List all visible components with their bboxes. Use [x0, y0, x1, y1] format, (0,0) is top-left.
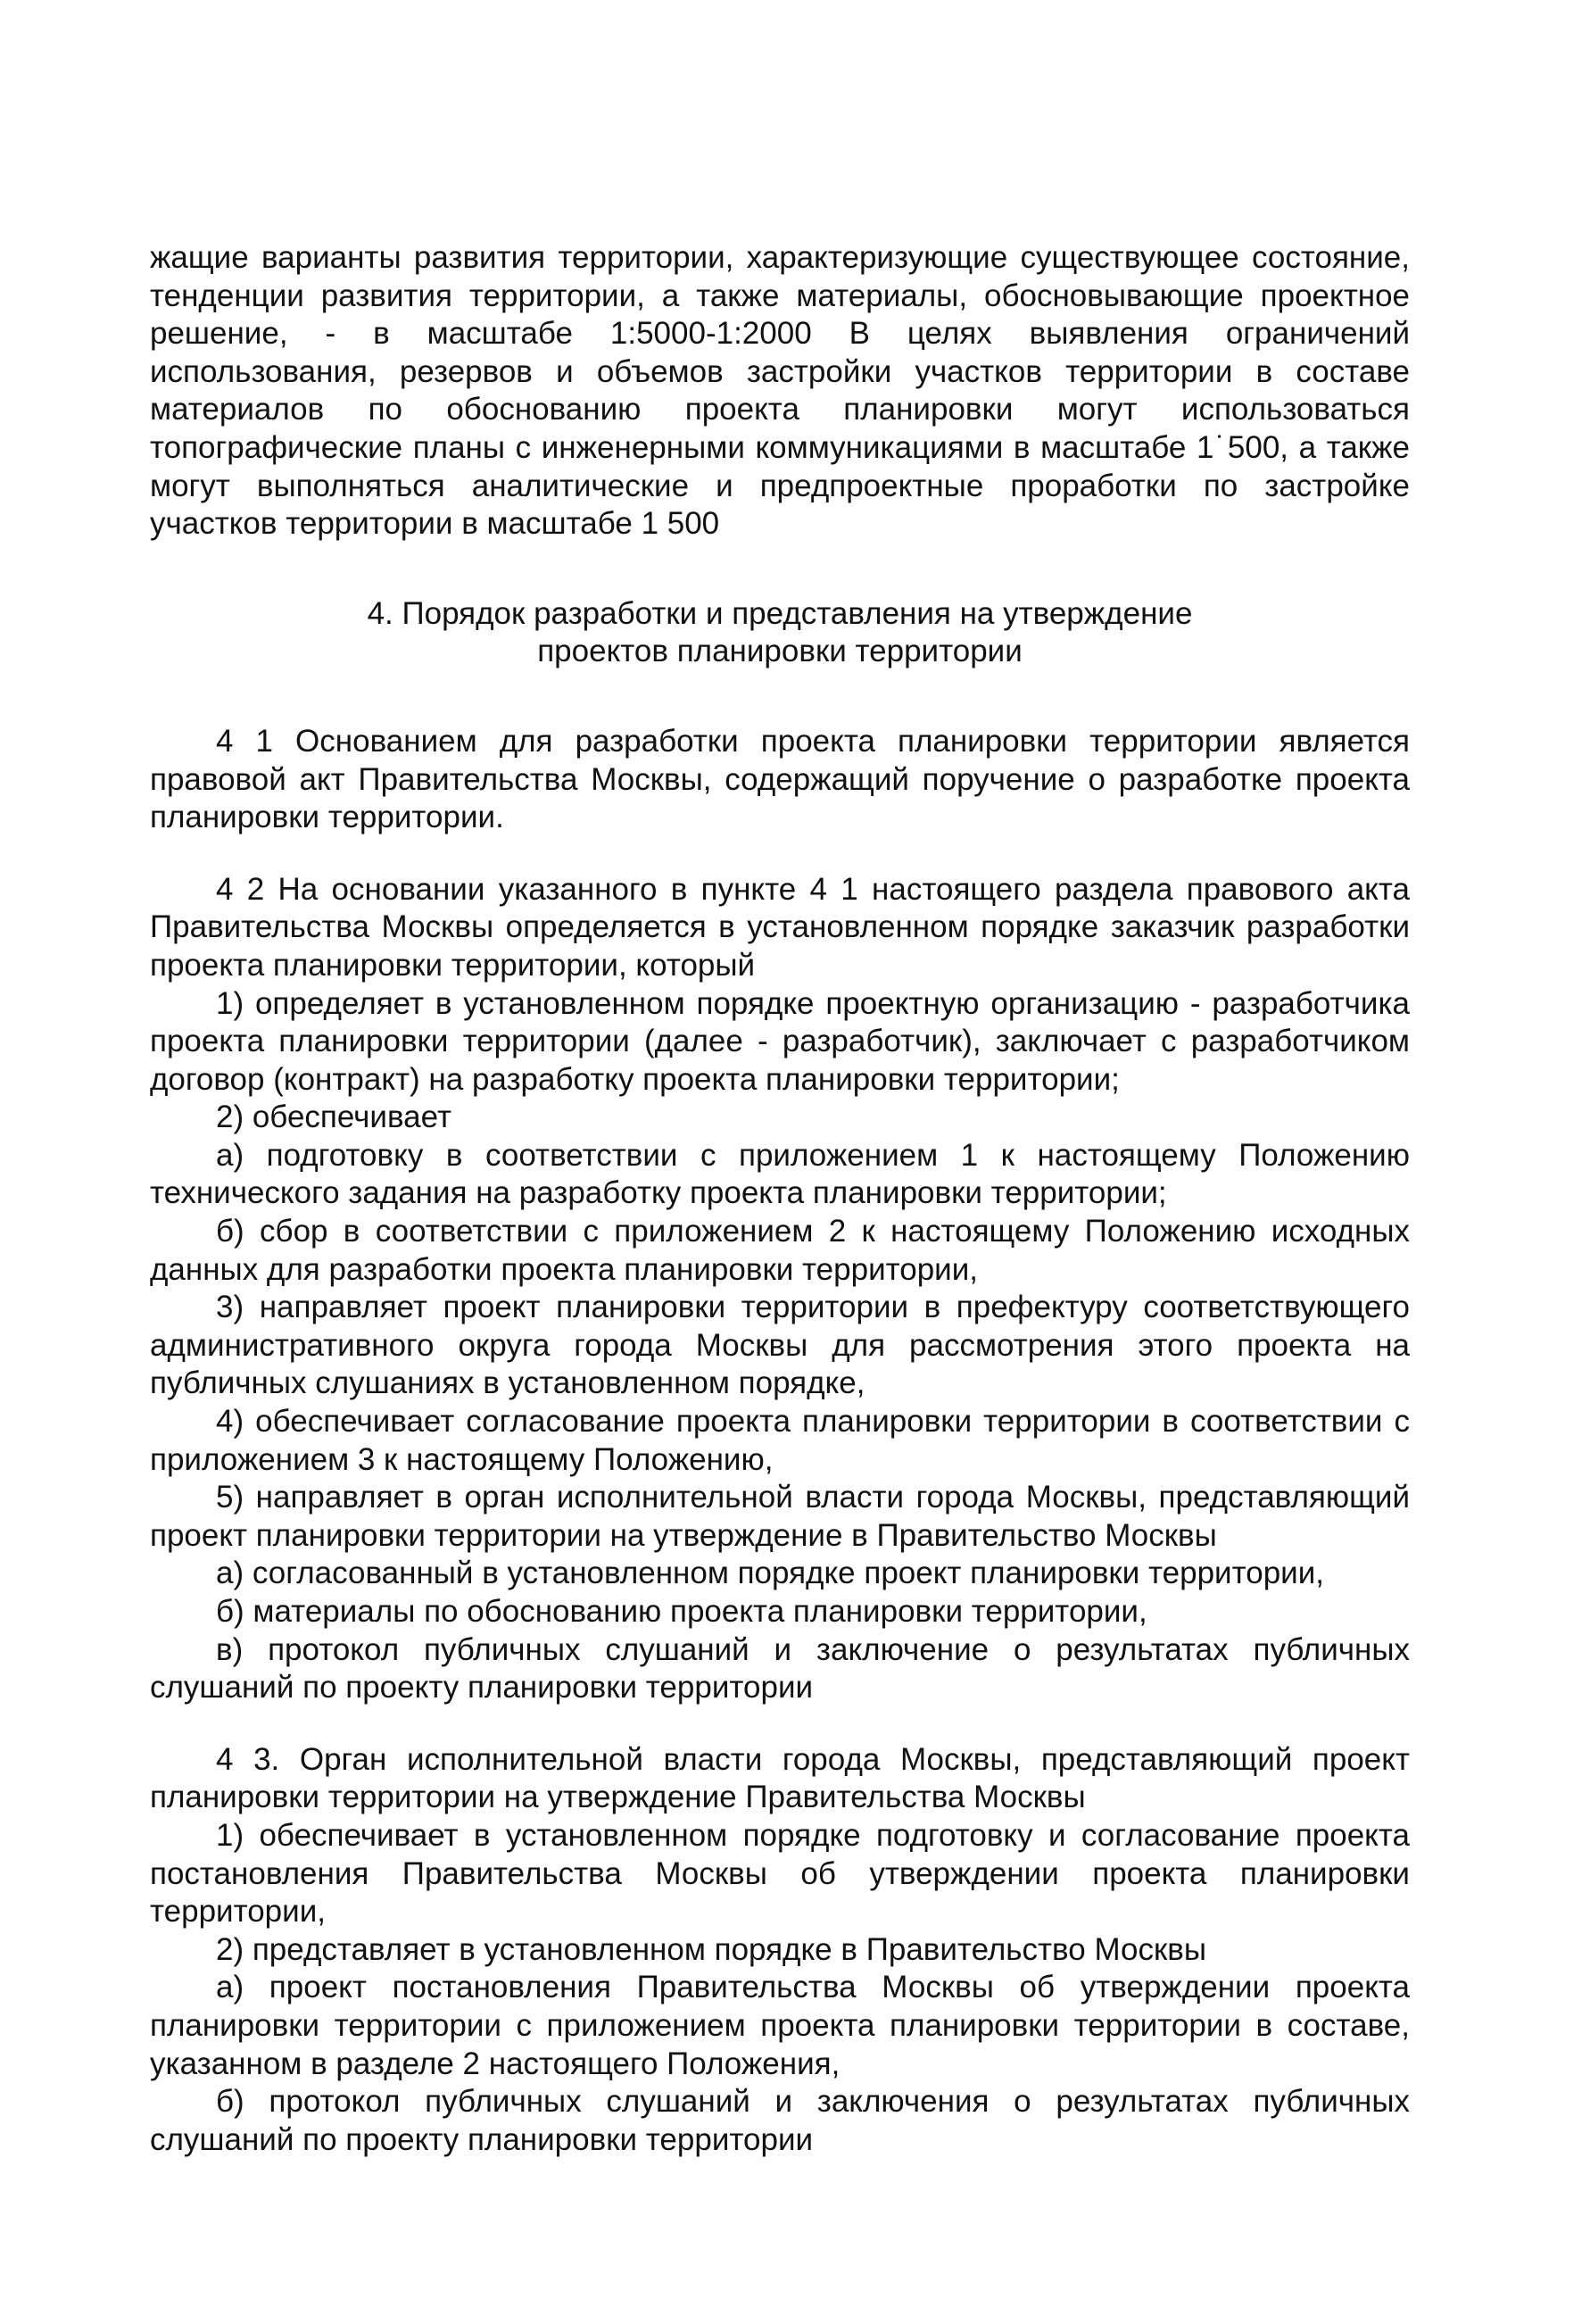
- item-4-2-1: 1) определяет в установленном порядке проектную организацию - разработчика проекта планировки территории (далее - разработчик), заключает с разработчиком договор (контракт) на разработку проекта планировки территории;: [150, 985, 1410, 1097]
- paragraph-4-2: 4 2 На основании указанного в пункте 4 1 настоящего раздела правового акта Правительства Москвы определяется в установленном порядке заказчик разработки проекта планировки территории, который: [150, 871, 1410, 983]
- item-4-2-5: 5) направляет в орган исполнительной власти города Москвы, представляющий проект планировки территории на утверждение в Правительство Москвы: [150, 1480, 1410, 1553]
- section-heading: [150, 595, 1410, 671]
- section-heading-line-2: проектов планировки территории: [537, 634, 1023, 669]
- paragraph-4-1: 4 1 Основанием для разработки проекта планировки территории является правовой акт Правительства Москвы, содержащий поручение о разработке проекта планировки территории.: [150, 723, 1410, 835]
- item-4-3-1: 1) обеспечивает в установленном порядке подготовку и согласование проекта постановления Правительства Москвы об утверждении проекта планировки территории,: [150, 1817, 1410, 1930]
- item-4-3-2: 2) представляет в установленном порядке в Правительство Москвы: [216, 1931, 1207, 1967]
- item-4-2-2-a: а) подготовку в соответствии с приложением 1 к настоящему Положению технического задания на разработку проекта планировки территории;: [150, 1137, 1410, 1211]
- item-4-3-2-b: б) протокол публичных слушаний и заключения о результатах публичных слушаний по проекту планировки территории: [150, 2084, 1410, 2157]
- item-4-2-5-b: б) материалы по обоснованию проекта планировки территории,: [216, 1594, 1147, 1629]
- item-4-3-2-a: а) проект постановления Правительства Москвы об утверждении проекта планировки территории с приложением проекта планировки территории в составе, указанном в разделе 2 настоящего Положения,: [150, 1970, 1410, 2081]
- section-heading-line-1: 4. Порядок разработки и представления на утверждение: [367, 595, 1193, 631]
- item-4-2-2-b: б) сбор в соответствии с приложением 2 к настоящему Положению исходных данных для разработки проекта планировки территории,: [150, 1214, 1410, 1287]
- item-4-2-2: 2) обеспечивает: [216, 1100, 451, 1135]
- paragraph-4-3: 4 3. Орган исполнительной власти города Москвы, представляющий проект планировки территории на утверждение Правительства Москвы: [150, 1741, 1410, 1815]
- item-4-2-5-c: в) протокол публичных слушаний и заключение о результатах публичных слушаний по проекту планировки территории: [150, 1631, 1410, 1706]
- intro-paragraph: жащие варианты развития территории, характеризующие существующее состояние, тенденции развития территории, а также материалы, обосновывающие проектное решение, - в масштабе 1:5000-1:2000 В целях выявления ограничений использования, резервов и объемов застройки участков территории в составе материалов по обоснованию проекта планировки могут использоваться топографические планы с инженерными коммуникациями в масштабе 1˙500, а также могут выполняться аналитические и предпроектные проработки по застройке участков территории в масштабе 1 500: [150, 240, 1410, 542]
- item-4-2-3: 3) направляет проект планировки территории в префектуру соответствующего административного округа города Москвы для рассмотрения этого проекта на публичных слушаниях в установленном порядке,: [150, 1290, 1410, 1401]
- item-4-2-4: 4) обеспечивает согласование проекта планировки территории в соответствии с приложением 3 к настоящему Положению,: [150, 1404, 1410, 1477]
- document-page: [150, 239, 1410, 2159]
- item-4-2-5-a: а) согласованный в установленном порядке проект планировки территории,: [216, 1556, 1324, 1591]
